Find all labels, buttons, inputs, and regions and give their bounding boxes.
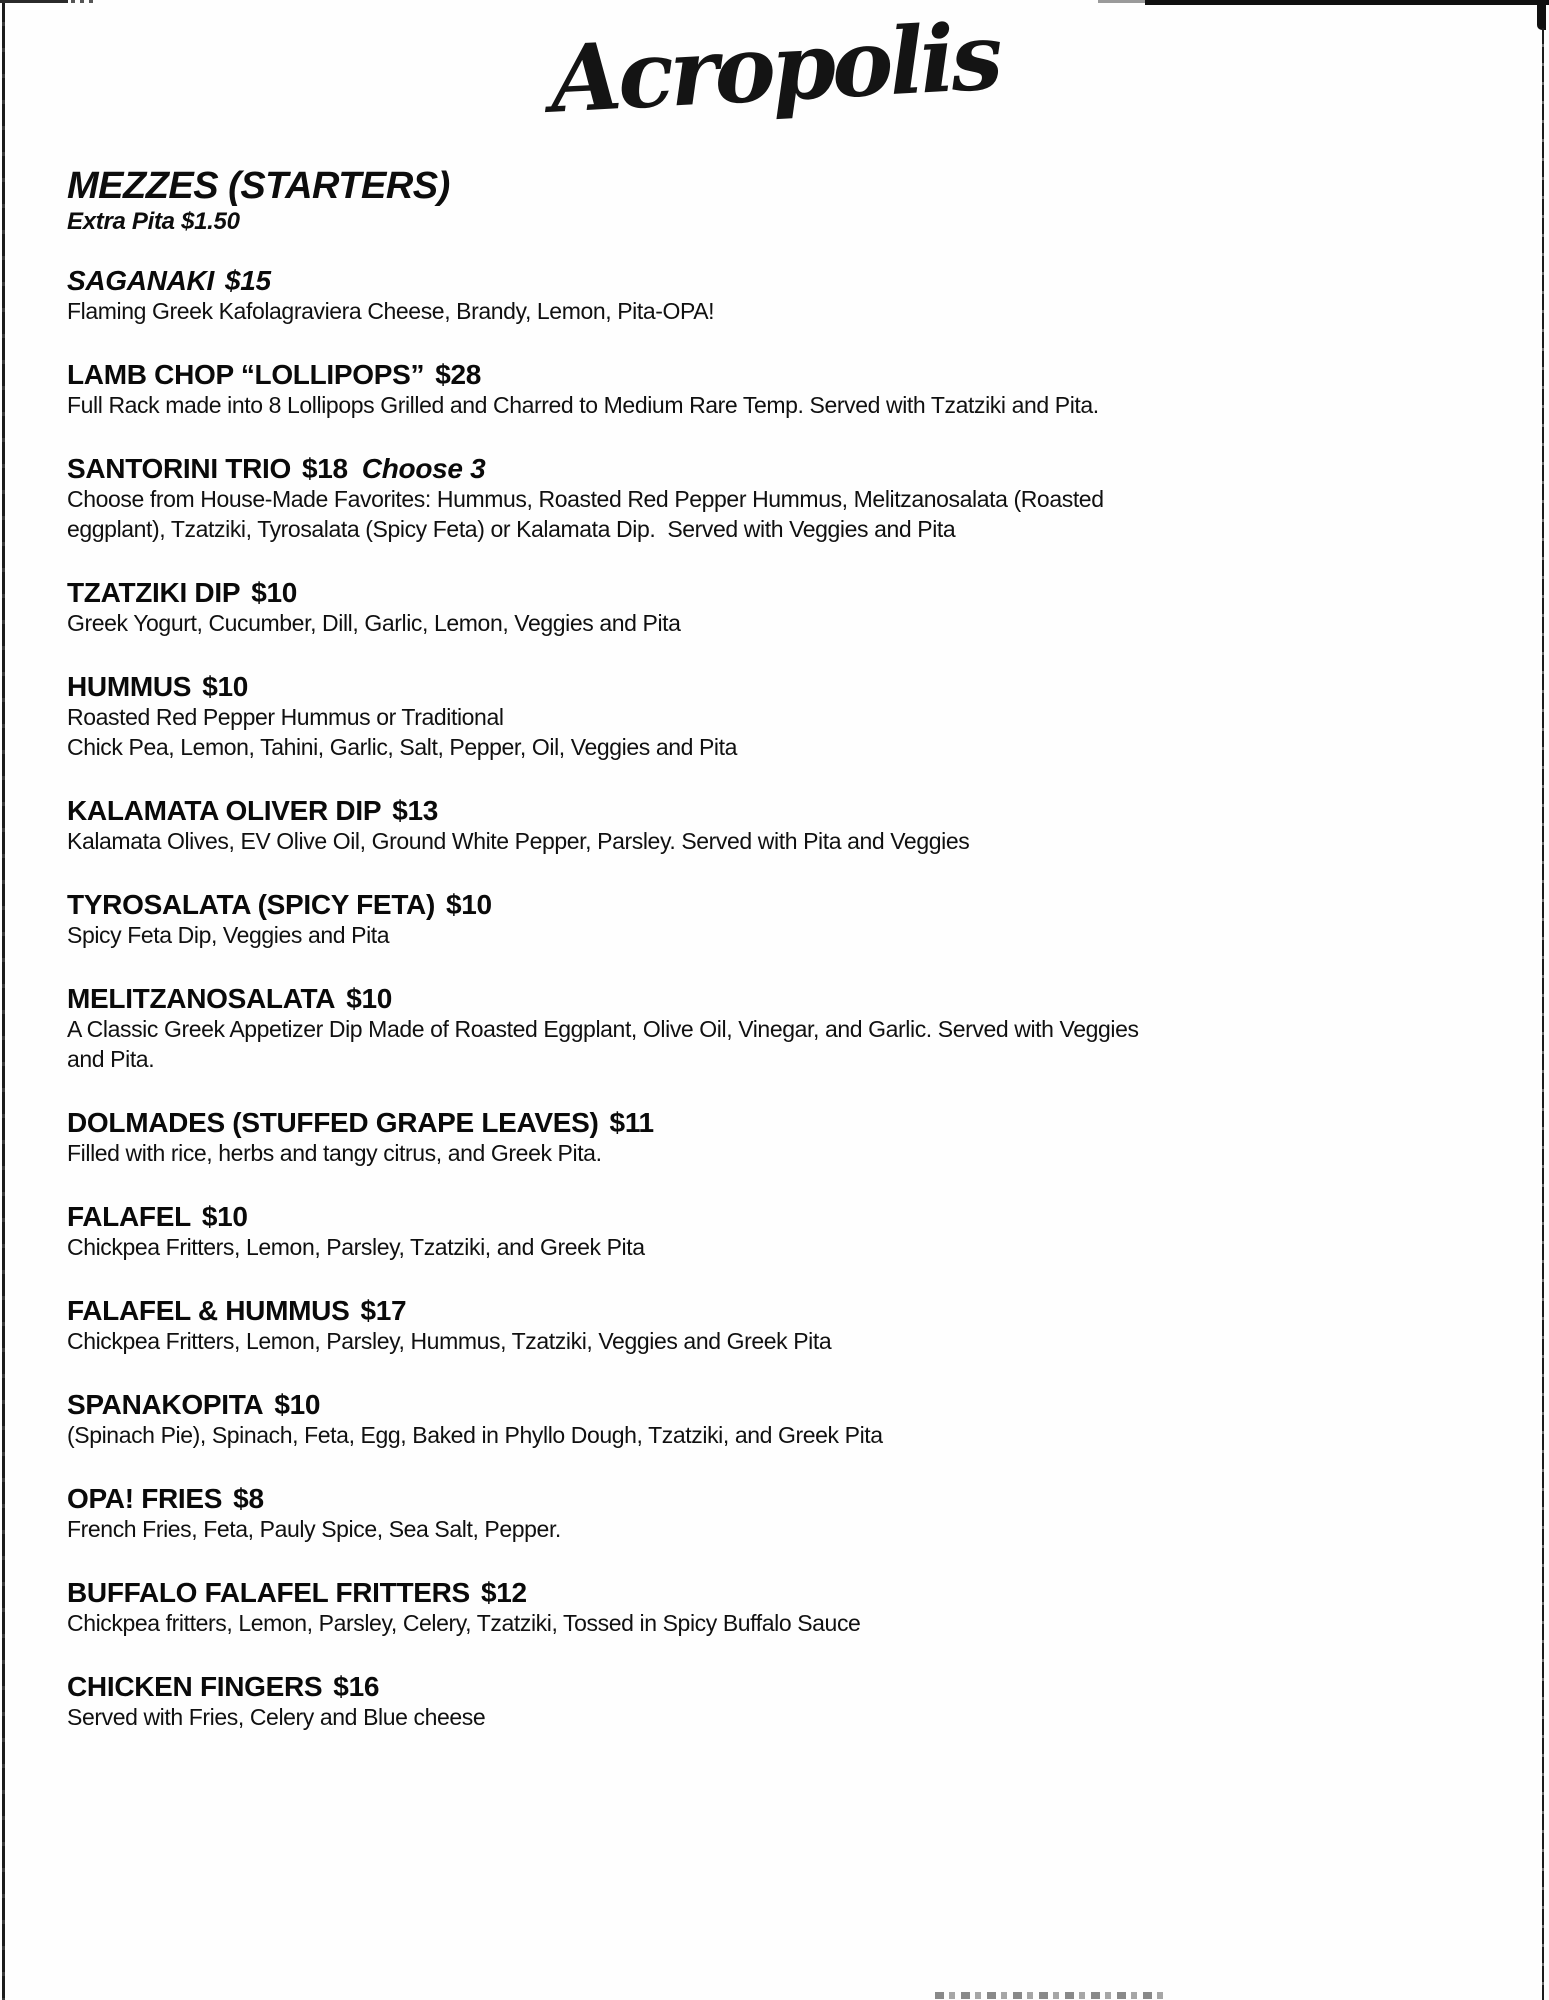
section-title: MEZZES (STARTERS)	[67, 165, 450, 207]
item-description	[67, 1014, 1217, 1074]
item-desc-line: Chickpea Fritters, Lemon, Parsley, Hummus, Tzatziki, Veggies and Greek Pita	[67, 1328, 832, 1354]
menu-item-head	[67, 890, 1217, 920]
item-price: $10	[251, 577, 298, 608]
item-desc-line: Chick Pea, Lemon, Tahini, Garlic, Salt, Pepper, Oil, Veggies and Pita	[67, 734, 738, 760]
item-price: $13	[392, 795, 439, 826]
item-name: HUMMUS	[67, 671, 192, 702]
item-price: $8	[233, 1483, 264, 1514]
item-price: $11	[609, 1107, 654, 1138]
item-name: TYROSALATA (SPICY FETA)	[67, 889, 435, 920]
menu-item-head	[67, 1296, 1217, 1326]
item-price: $15	[224, 265, 271, 296]
item-price: $10	[445, 889, 492, 920]
item-name: MELITZANOSALATA	[67, 983, 336, 1014]
item-price: $10	[346, 983, 393, 1014]
item-description	[67, 296, 1217, 326]
item-price: $10	[201, 1201, 248, 1232]
item-name: DOLMADES (STUFFED GRAPE LEAVES)	[67, 1107, 599, 1138]
menu-item-head	[67, 1484, 1217, 1514]
menu-item	[67, 1108, 1217, 1168]
item-price: $17	[360, 1295, 407, 1326]
item-price: $12	[480, 1577, 527, 1608]
item-name: TZATZIKI DIP	[67, 577, 241, 608]
item-name: LAMB CHOP “LOLLIPOPS”	[67, 359, 425, 390]
menu-item	[67, 1484, 1217, 1544]
menu-item	[67, 578, 1217, 638]
item-desc-line: and Pita.	[67, 1046, 155, 1072]
menu-item-head	[67, 796, 1217, 826]
menu-item	[67, 1296, 1217, 1356]
item-desc-line: Full Rack made into 8 Lollipops Grilled and Charred to Medium Rare Temp. Served with Tzatziki and Pita.	[67, 392, 1099, 418]
scan-artifact-topleft-line	[0, 0, 68, 3]
item-desc-line: French Fries, Feta, Pauly Spice, Sea Salt, Pepper.	[67, 1516, 561, 1542]
scan-artifact-topleft-dots	[71, 0, 93, 3]
menu-item	[67, 1578, 1217, 1638]
item-price: $16	[333, 1671, 380, 1702]
item-description	[67, 1138, 1217, 1168]
item-desc-line: Chickpea fritters, Lemon, Parsley, Celery, Tzatziki, Tossed in Spicy Buffalo Sauce	[67, 1610, 861, 1636]
item-name: FALAFEL	[67, 1201, 191, 1232]
menu-item-head	[67, 266, 1217, 296]
menu-item	[67, 1672, 1217, 1732]
menu-item	[67, 984, 1217, 1074]
menu-content	[67, 166, 1217, 1732]
item-desc-line: Greek Yogurt, Cucumber, Dill, Garlic, Lemon, Veggies and Pita	[67, 610, 681, 636]
item-description	[67, 1420, 1217, 1450]
menu-item-head	[67, 1108, 1217, 1138]
item-desc-line: Choose from House-Made Favorites: Hummus, Roasted Red Pepper Hummus, Melitzanosalata (Roasted	[67, 486, 1104, 512]
item-description	[67, 608, 1217, 638]
item-description	[67, 1326, 1217, 1356]
menu-item	[67, 1202, 1217, 1262]
item-description	[67, 1608, 1217, 1638]
menu-item	[67, 454, 1217, 544]
item-name: OPA! FRIES	[67, 1483, 223, 1514]
restaurant-logo: Acropolis	[547, 2, 1002, 134]
menu-item-head	[67, 578, 1217, 608]
item-name: SAGANAKI	[67, 265, 214, 296]
item-desc-line: A Classic Greek Appetizer Dip Made of Roasted Eggplant, Olive Oil, Vinegar, and Garlic. Served with Veggies	[67, 1016, 1139, 1042]
menu-item	[67, 672, 1217, 762]
item-desc-line: eggplant), Tzatziki, Tyrosalata (Spicy Feta) or Kalamata Dip. Served with Veggies and Pita	[67, 516, 956, 542]
menu-item-head	[67, 1672, 1217, 1702]
item-desc-line: Kalamata Olives, EV Olive Oil, Ground White Pepper, Parsley. Served with Pita and Veggies	[67, 828, 970, 854]
menu-item	[67, 266, 1217, 326]
menu-item-head	[67, 672, 1217, 702]
menu-item	[67, 1390, 1217, 1450]
menu-item-head	[67, 360, 1217, 390]
menu-items	[67, 266, 1217, 1732]
menu-item-head	[67, 1578, 1217, 1608]
menu-item-head	[67, 984, 1217, 1014]
item-description	[67, 1702, 1217, 1732]
scan-artifact-bottom-smudge	[935, 1992, 1167, 1999]
scan-artifact-left-edge	[2, 0, 5, 2000]
scan-artifact-right-edge	[1542, 28, 1544, 2000]
menu-item-head	[67, 1390, 1217, 1420]
item-name: SANTORINI TRIO	[67, 453, 291, 484]
item-description	[67, 920, 1217, 950]
item-desc-line: Filled with rice, herbs and tangy citrus, and Greek Pita.	[67, 1140, 602, 1166]
menu-item	[67, 360, 1217, 420]
item-desc-line: Flaming Greek Kafolagraviera Cheese, Brandy, Lemon, Pita-OPA!	[67, 298, 715, 324]
item-name: FALAFEL & HUMMUS	[67, 1295, 350, 1326]
item-note: Choose 3	[361, 453, 486, 484]
item-description	[67, 484, 1217, 544]
item-name: BUFFALO FALAFEL FRITTERS	[67, 1577, 470, 1608]
item-name: KALAMATA OLIVER DIP	[67, 795, 382, 826]
menu-item	[67, 796, 1217, 856]
section-subtitle: Extra Pita $1.50	[67, 208, 240, 235]
item-price: $28	[435, 359, 482, 390]
item-description	[67, 1232, 1217, 1262]
item-description	[67, 390, 1217, 420]
item-name: SPANAKOPITA	[67, 1389, 264, 1420]
item-desc-line: Served with Fries, Celery and Blue cheese	[67, 1704, 486, 1730]
item-price: $10	[274, 1389, 321, 1420]
item-desc-line: (Spinach Pie), Spinach, Feta, Egg, Baked in Phyllo Dough, Tzatziki, and Greek Pita	[67, 1422, 883, 1448]
menu-item-head	[67, 1202, 1217, 1232]
item-description	[67, 1514, 1217, 1544]
menu-item-head	[67, 454, 1217, 484]
item-desc-line: Chickpea Fritters, Lemon, Parsley, Tzatziki, and Greek Pita	[67, 1234, 645, 1260]
menu-item	[67, 890, 1217, 950]
item-name: CHICKEN FINGERS	[67, 1671, 323, 1702]
item-price: $10	[202, 671, 249, 702]
item-desc-line: Spicy Feta Dip, Veggies and Pita	[67, 922, 390, 948]
item-description	[67, 702, 1217, 762]
item-description	[67, 826, 1217, 856]
item-desc-line: Roasted Red Pepper Hummus or Traditional	[67, 704, 504, 730]
item-price: $18	[301, 453, 348, 484]
